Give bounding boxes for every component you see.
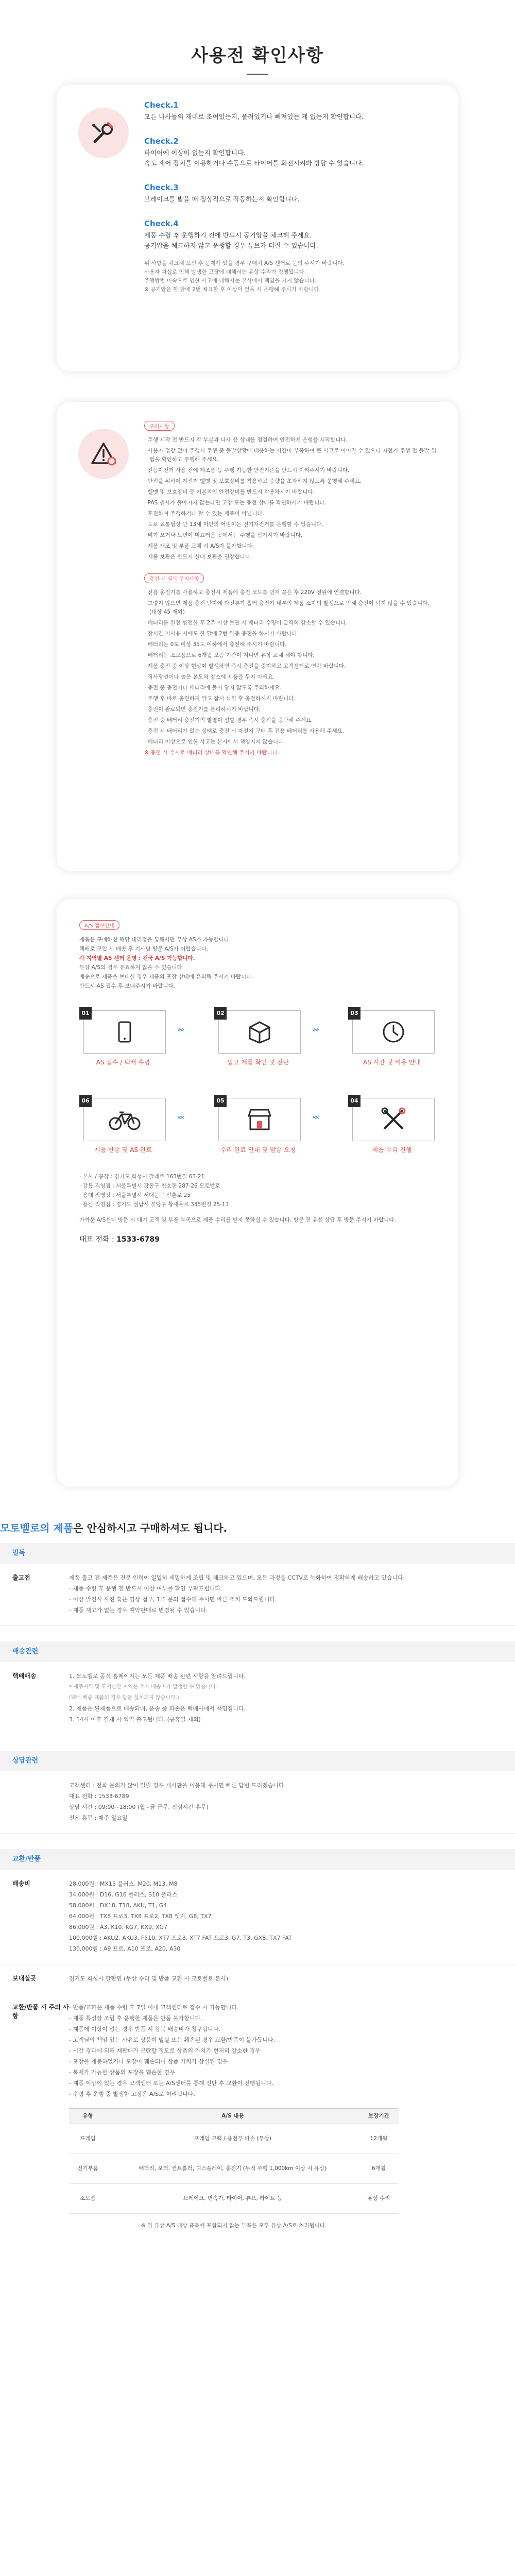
- table-row: 전기부품 배터리, 모터, 컨트롤러, 디스플레이, 충전기 (누적 주행 1,000km 이상 시 유상) 6개월: [69, 2154, 399, 2184]
- section-bar: 필독: [0, 1543, 515, 1564]
- table-header: 유형: [69, 2109, 107, 2124]
- caution-item: · 안전을 위하여 자전거 헬멧 및 보호장비를 착용하고 중량을 초과하지 않도록 운행해 주세요.: [144, 478, 362, 484]
- section-title: [0, 1520, 515, 1535]
- caution-item: · 직사광선이나 높은 온도의 장소에 제품을 두지 마세요.: [144, 674, 275, 680]
- caution-item: · 헬멧 및 보호장비 등 기본적인 안전장비를 반드시 착용하시기 바랍니다.: [144, 489, 315, 495]
- info-row: [0, 1662, 515, 1735]
- as-info: [79, 920, 436, 991]
- step-1: [79, 1007, 167, 1064]
- bicycle-icon: [83, 1098, 166, 1141]
- check-text: 제품 수령 후 운행하기 전에 반드시 공기압을 체크해 주세요. 공기압을 체크하지 않고 운행할 경우 튜브가 터질 수 있습니다.: [144, 231, 318, 249]
- row-value: - 반품/교환은 제품 수령 후 7일 이내 고객센터로 접수 시 가능합니다. - 제품 특성상 조립 후 운행한 제품은 반품 불가합니다. - 제품에 이상이 없는 경우 반품 시 왕복 배송비가 청구됩니다. - 고객님의 책임 있는 사유로 상품이 멸실 또는 훼손된 경우 교환/반품이 불가합니다. - 시간 경과에 의해 재판매가 곤란할 정도로 상품의 가치가 현저히 감소한 경우 - 포장을 개봉하였거나 포장이 훼손되어 상품 가치가 상실된 경우 - 복제가 가능한 상품의 포장을 훼손한 경우 - 제품 이상이 있는 경우 고객센터 또는 A/S센터를 통해 진단 후 교환이 진행됩니다. - 수령 후 운행 중 발생한 고장은 A/S로 처리됩니다. 유형 A/S 내용 보장기간 프레임 프레임 크랙 / 용접부 파손 (무상) 12개월 전기부품 배터리, 모터, 컨트롤러, 디스플레이, 충전기 (누적 주행 1,000km 이상 시 유상) 6개월 소모품 브레이크, 변속기, 타이어, 튜브, 라이트 등 유상 수리 ※ 위 유상 A/S 대상 품목에 포함되지 않는 부품은 모두 유상 A/S로 처리됩니다.: [69, 2003, 515, 2231]
- as-line: 반드시 AS 접수 후 보내주시기 바랍니다.: [79, 983, 176, 989]
- table-row: 소모품 브레이크, 변속기, 타이어, 튜브, 라이트 등 유상 수리: [69, 2184, 399, 2214]
- check-title: Check.4: [144, 219, 179, 228]
- row-value: 28,000원 : MX15 플러스, M20, M13, M8 34,000원 : D16, G16 플러스, S10 플러스 58,000원 : DX18, T18, AKU, T1, G4 64,000원 : TX8 프로3, TX8 프로2, TX8 엣지, G8, TX7 86,000원 : A3, K10, KG7, KX9, XG7 100,000원 : AKU2, AKU3, F510, XT7 프로3, XT7 FAT 프로3, G7, T3, GX8, TX7 FAT 130,000원 : A9 프로, A10 프로, A20, A30: [69, 1880, 292, 1952]
- caution-item: · 전용 충전기를 사용하고 충전시 제품에 충전 코드를 먼저 꽂은 후 220V 전원에 연결합니다.: [144, 589, 362, 596]
- row-key: 출고전: [12, 1574, 30, 1581]
- check-text: 모든 나사들의 재대로 조여있는지, 풀려있거나 빼져있는 게 없는지 확인합니다.: [144, 113, 364, 121]
- as-badge: A/S 접수안내: [79, 920, 119, 930]
- arrow-icon: ««: [312, 1113, 318, 1122]
- info-row: [0, 1993, 515, 2240]
- tools-icon: [352, 1098, 435, 1141]
- as-line: 무상 A/S의 경우 유효하지 않을 수 있습니다.: [79, 964, 184, 971]
- step-number: 04: [348, 1095, 360, 1107]
- address-line: · 용산 직영점 : 경기도 성남시 분당구 황새울로 335번길 25-13: [79, 1201, 229, 1208]
- caution-group: [144, 436, 438, 562]
- check-list: [144, 100, 438, 294]
- phone-icon: [83, 1010, 166, 1054]
- caution-item: · 제품 보관은 반드시 실내 보관을 권장합니다.: [144, 554, 252, 560]
- title-rest: 은 안심하시고 구매하셔도 됩니다.: [73, 1522, 228, 1534]
- as-address-block: [79, 1172, 436, 1244]
- info-row: [0, 1964, 515, 1993]
- row-key: 보내실곳: [12, 1975, 37, 1982]
- caution-item: · PAS 센서가 돌아가지 않는다면 고장 또는 충전 상태를 확인하시기 바랍니다.: [144, 500, 327, 506]
- step-label: 제품 수리 진행: [372, 1146, 412, 1154]
- info-row: [0, 1870, 515, 1964]
- store-icon: [218, 1098, 301, 1141]
- charging-badge: 충전 시 필독 주의사항: [144, 573, 204, 583]
- info-row: [0, 1771, 515, 1834]
- section-bar: 상담관련: [0, 1751, 515, 1771]
- caution-item: · 장시간 미사용 시에도 한 달에 2번 완충 충전을 하시기 바랍니다.: [144, 631, 299, 637]
- brand-name: 모토벨로의 제품: [0, 1522, 74, 1534]
- as-line: 각 지역별 AS 센터 운영 : 전국 A/S 가능합니다.: [79, 955, 195, 961]
- warning-gear-icon: [78, 429, 129, 479]
- caution-badge: 주의사항: [144, 421, 175, 431]
- clock-icon: [352, 1010, 435, 1054]
- step-number: 02: [214, 1007, 227, 1020]
- box-icon: [218, 1010, 301, 1054]
- caution-item: · 제품 충전 중 이상 현상이 발생하면 즉시 충전을 중지하고 고객센터로 연락 바랍니다.: [144, 663, 346, 669]
- caution-item: · 후진하여 주행하거나 탈 수 있는 제품이 아닙니다.: [144, 511, 264, 517]
- check-note: 위 사항을 체크해 보신 후 문제가 있을 경우 구매처 A/S 센터로 문의 주시기 바랍니다. 사용자 과실로 인해 발생한 고장에 대해서는 유상 수리가 진행됩니다. 주행방법 미숙으로 인한 사고에 대해서는 본사에서 책임을 지지 않습니다. ※ 공기압은 한 달에 2번 체크한 후 이상이 없을 시 운행해 주시기 바랍니다.: [144, 260, 345, 293]
- as-table: [69, 2108, 399, 2214]
- table-header: 보장기간: [359, 2109, 399, 2124]
- arrow-icon: »»: [177, 1026, 183, 1034]
- step-label: 제품 반송 및 AS 완료: [94, 1146, 152, 1154]
- step-2: [214, 1007, 302, 1064]
- caution-item: · 주행 시작 전 반드시 각 부분과 나사 등 상태를 점검하여 안전하게 운행을 시작합니다.: [144, 437, 348, 443]
- caution-item: · 도로 교통법상 만 13세 미만의 어린이는 전기자전거를 운행할 수 없습니다.: [144, 521, 323, 528]
- table-row: 프레임 프레임 크랙 / 용접부 파손 (무상) 12개월: [69, 2124, 399, 2154]
- caution-item: · 충전 중 배터리 충전기의 발열이 심할 경우 즉시 충전을 중단해 주세요.: [144, 717, 313, 723]
- table-header: A/S 내용: [107, 2109, 359, 2124]
- arrow-icon: ««: [177, 1113, 183, 1122]
- arrow-icon: »»: [312, 1026, 318, 1034]
- title-underline: [247, 74, 268, 75]
- check-title: Check.1: [144, 100, 179, 110]
- step-number: 05: [214, 1095, 227, 1107]
- phone-number: 1533-6789: [116, 1235, 160, 1244]
- step-6: [79, 1095, 167, 1154]
- address-line: · 본사 / 공장 : 경기도 화성시 갈래로 163번길 63-21: [79, 1174, 205, 1180]
- step-5: [214, 1095, 302, 1154]
- as-line: 택배로 구입 시 배송 후 기사님 방문 A/S가 어렵습니다.: [79, 946, 209, 952]
- row-key: 교환/반품 시 주의 사항: [12, 2004, 69, 2020]
- caution-item: · 비가 오거나 노면이 미끄러운 곳에서는 주행을 삼가시기 바랍니다.: [144, 532, 303, 538]
- charging-group: [144, 588, 438, 747]
- row-value: 고객센터 : 전화 문의가 많이 밀릴 경우 게시판을 이용해 주시면 빠른 답변 드리겠습니다. 대표 전화 : 1533-6789 상담 시간 : 09:00~18:00 (월~금 근무, 점심시간 휴무) 전체 휴무 : 매주 일요일: [69, 1782, 286, 1821]
- section-bar: 교환/반품: [0, 1849, 515, 1870]
- caution-list: [144, 420, 438, 759]
- caution-card: [57, 402, 458, 871]
- address-note: 가까운 A/S센터 방문 시 대기 고객 및 부품 부족으로 제품 수리를 받지 못하실 수 있습니다. 방문 전 유선 상담 후 방문 주시기 바랍니다.: [79, 1217, 396, 1223]
- caution-item: · 배터리 이상으로 인한 사고는 본사에서 책임지지 않습니다.: [144, 739, 285, 745]
- check-card: [57, 85, 458, 371]
- caution-item: · 배터리를 완전 방전한 후 2주 이상 보관 시 배터리 수명이 급격히 감소할 수 있습니다.: [144, 620, 348, 626]
- section-bar: 배송관련: [0, 1641, 515, 1662]
- step-label: AS 접수 / 택배 수령: [96, 1059, 150, 1066]
- caution-item: · 충전이 완료되면 충전기를 분리하시기 바랍니다.: [144, 706, 261, 713]
- row-key: 배송비: [12, 1880, 30, 1887]
- row-value: 제품 출고 전 제품은 전문 인력이 일일히 세밀하게 조립 및 체크하고 있으며, 모든 과정을 CCTV로 녹화하여 정확하게 배송하고 있습니다. - 제품 수령 후 운행 전 반드시 이상 여부를 확인 부탁드립니다. - 이상 발견시 사진 혹은 영상 첨부, 1:1 문의 접수해 주시면 빠른 조치 도와드립니다. - 제품 재고가 없는 경우 예약판매로 변경될 수 있습니다.: [69, 1574, 405, 1614]
- check-text: 타이어에 이상이 없는지 확인합니다. 속도 제어 장치를 이용하거나 수동으로 타이어를 회전시켜봐 방향 수 있습니다.: [144, 149, 364, 167]
- caution-item: · 전동자전거 사용 전에 제조품 등 주행 가능한 안전기준을 반드시 지켜주시기 바랍니다.: [144, 467, 350, 473]
- as-line: 배송으로 제품을 보내실 경우 제품의 포장 상태에 유의해 주시기 바랍니다.: [79, 974, 253, 980]
- caution-item: · 충전 시 배터리가 없는 상태로 충전 시 자전거 구매 후 전용 배터리를 사용해 주세요.: [144, 728, 345, 734]
- charging-warning: ※ 충전 시 수시로 배터리 상태를 확인해 주시기 바랍니다.: [144, 750, 279, 756]
- row-key: 택배배송: [12, 1672, 37, 1680]
- row-value: 1. 모토벨로 공식 홈페이지는 모든 제품 배송 관련 사항을 알려드립니다. * 제주지역 및 도서산간 지역은 추가 배송비가 발생할 수 있습니다. (택배 배송 제품의 경우 방문 설치되지 않습니다.) 2. 제품은 완제품으로 배송되며, 운송 중 파손은 택배사에서 책임집니다. 3. 14시 이후 결제 시 익일 출고됩니다. (공휴일 제외): [69, 1673, 246, 1723]
- caution-item: · 배터리는 소모품으로 6개월 보증 기간이 지나면 유상 교체 해야 합니다.: [144, 652, 315, 658]
- caution-item: · 사용자 정강 없이 주행시 주행 중 돌발상황에 대응하는 시간이 부족하여 큰 사고로 이어질 수 있으니 자전거 주행 전 돌발 위험을 확인하고 주행해 주세요.: [144, 448, 437, 463]
- address-line: · 용대 직영점 : 서울특별시 서대문구 신촌로 25: [79, 1192, 191, 1198]
- as-process-steps: [79, 1007, 436, 1177]
- phone-label: 대표 전화 :: [79, 1235, 114, 1244]
- step-4: [348, 1095, 436, 1154]
- page-title: 사용전 확인사항: [191, 45, 324, 66]
- caution-item: · 충전 중 충전기나 배터리에 물이 닿지 않도록 주의하세요.: [144, 685, 282, 691]
- caution-item: · 제품 개조 및 부품 교체 시 A/S가 불가합니다.: [144, 543, 254, 549]
- step-label: AS 시간 및 비용 안내: [363, 1059, 421, 1066]
- step-number: 01: [79, 1007, 92, 1020]
- step-number: 03: [348, 1007, 360, 1020]
- info-row: [0, 1564, 515, 1626]
- check-title: Check.2: [144, 137, 179, 146]
- step-number: 06: [79, 1095, 92, 1107]
- caution-item: · 배터리는 0도 이상 35도 이하에서 충전해 주시기 바랍니다.: [144, 641, 287, 648]
- as-card: [57, 899, 458, 1486]
- purchase-info: [0, 1520, 515, 2240]
- check-title: Check.3: [144, 183, 179, 192]
- wrench-icon: [78, 108, 129, 158]
- caution-item: · 그렇지 않으면 제품 충전 단자에 과전류가 흘러 충전기 내부의 제품 소자의 발생으로 인해 충전이 되지 않을 수 있습니다. (대상 45 제외): [144, 600, 430, 615]
- phone-line: [79, 1234, 436, 1244]
- as-line: 제품은 구매하신 해당 대리점을 통해서만 무상 AS가 가능합니다.: [79, 937, 231, 943]
- step-label: 입고 제품 확인 및 진단: [227, 1059, 289, 1066]
- address-line: · 강동 직영점 : 서울특별시 강동구 천호동 287-26 모토벨로: [79, 1183, 220, 1189]
- caution-item: · 주행 후 바로 충전하지 말고 잠시 식힌 후 충전하시기 바랍니다.: [144, 696, 296, 702]
- check-text: 브레이크를 밟을 때 정상적으로 작동하는지 확인합니다.: [144, 195, 300, 203]
- step-label: 수리 완료 안내 및 발송 요청: [220, 1146, 296, 1154]
- row-value: 경기도 화성시 팔탄면 (무상 수리 및 반품 교환 시 모토벨로 본사): [69, 1975, 229, 1982]
- step-3: [348, 1007, 436, 1064]
- table-note: ※ 위 유상 A/S 대상 품목에 포함되지 않는 부품은 모두 유상 A/S로 처리됩니다.: [141, 2223, 327, 2229]
